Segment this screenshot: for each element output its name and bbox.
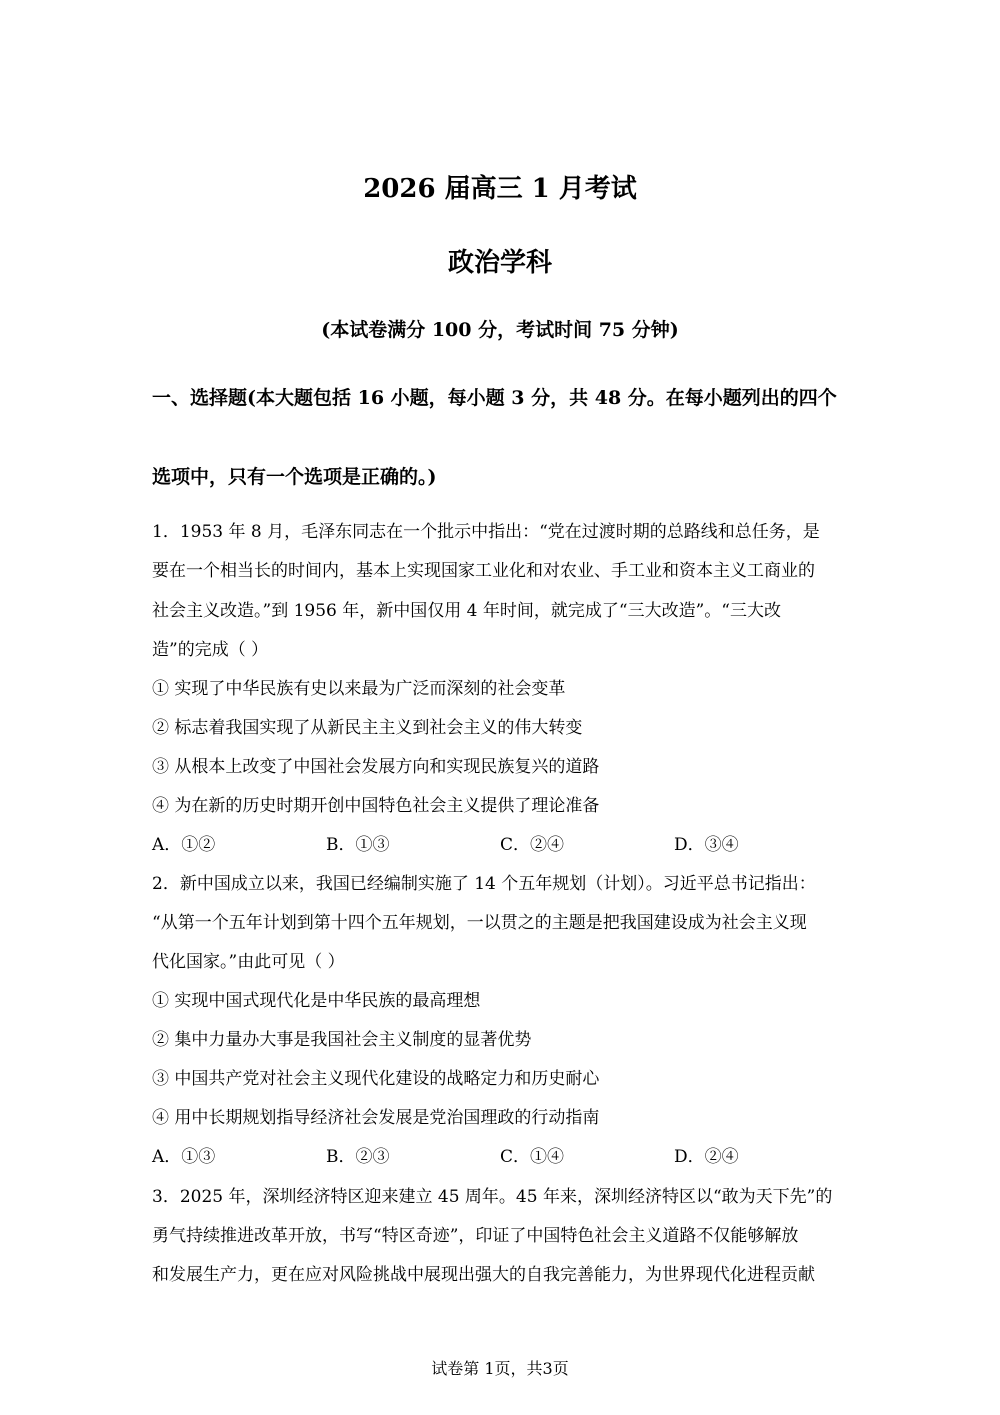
subject-title: 政治学科 <box>447 248 552 278</box>
page-footer: 试卷第 1页，共3页 <box>431 1359 569 1378</box>
option-a: A．①② <box>152 835 216 855</box>
question-stem-line: 勇气持续推进改革开放，书写“特区奇迹”，印证了中国特色社会主义道路不仅能够解放 <box>152 1226 799 1246</box>
exam-note: (本试卷满分 100 分，考试时间 75 分钟) <box>321 319 679 341</box>
exam-title: 2026 届高三 1 月考试 <box>363 174 637 204</box>
statement-1: ① 实现中国式现代化是中华民族的最高理想 <box>152 991 481 1011</box>
option-a: A．①③ <box>152 1147 216 1167</box>
section-heading-line-2: 选项中，只有一个选项是正确的。) <box>152 466 437 488</box>
option-d: D．③④ <box>674 835 739 855</box>
question-stem-line: “从第一个五年计划到第十四个五年规划，一以贯之的主题是把我国建设成为社会主义现 <box>152 913 807 933</box>
question-stem-line: 社会主义改造。”到 1956 年，新中国仅用 4 年时间，就完成了“三大改造”。“三大改 <box>152 601 781 621</box>
question-stem-line: 3．2025 年，深圳经济特区迎来建立 45 周年。45 年来，深圳经济特区以“敢为天下先”的 <box>152 1187 833 1207</box>
question-stem-line: 代化国家。”由此可见（ ） <box>152 952 345 972</box>
statement-3: ③ 从根本上改变了中国社会发展方向和实现民族复兴的道路 <box>152 757 600 777</box>
question-stem-line: 和发展生产力，更在应对风险挑战中展现出强大的自我完善能力，为世界现代化进程贡献 <box>152 1265 815 1285</box>
statement-3: ③ 中国共产党对社会主义现代化建设的战略定力和历史耐心 <box>152 1069 600 1089</box>
statement-2: ② 标志着我国实现了从新民主主义到社会主义的伟大转变 <box>152 718 583 738</box>
option-c: C．②④ <box>500 835 565 855</box>
option-b: B．①③ <box>326 835 390 855</box>
statement-2: ② 集中力量办大事是我国社会主义制度的显著优势 <box>152 1030 532 1050</box>
option-d: D．②④ <box>674 1147 739 1167</box>
option-b: B．②③ <box>326 1147 390 1167</box>
question-stem-line: 1．1953 年 8 月，毛泽东同志在一个批示中指出：“党在过渡时期的总路线和总任务，是 <box>152 522 820 542</box>
question-stem-line: 2．新中国成立以来，我国已经编制实施了 14 个五年规划（计划）。习近平总书记指出： <box>152 874 816 894</box>
statement-1: ① 实现了中华民族有史以来最为广泛而深刻的社会变革 <box>152 679 566 699</box>
statement-4: ④ 为在新的历史时期开创中国特色社会主义提供了理论准备 <box>152 796 600 816</box>
option-c: C．①④ <box>500 1147 565 1167</box>
question-stem-line: 要在一个相当长的时间内，基本上实现国家工业化和对农业、手工业和资本主义工商业的 <box>152 561 815 581</box>
statement-4: ④ 用中长期规划指导经济社会发展是党治国理政的行动指南 <box>152 1108 600 1128</box>
question-stem-line: 造”的完成（ ） <box>152 640 269 660</box>
section-heading-line-1: 一、选择题(本大题包括 16 小题，每小题 3 分，共 48 分。在每小题列出的四个 <box>152 387 837 409</box>
